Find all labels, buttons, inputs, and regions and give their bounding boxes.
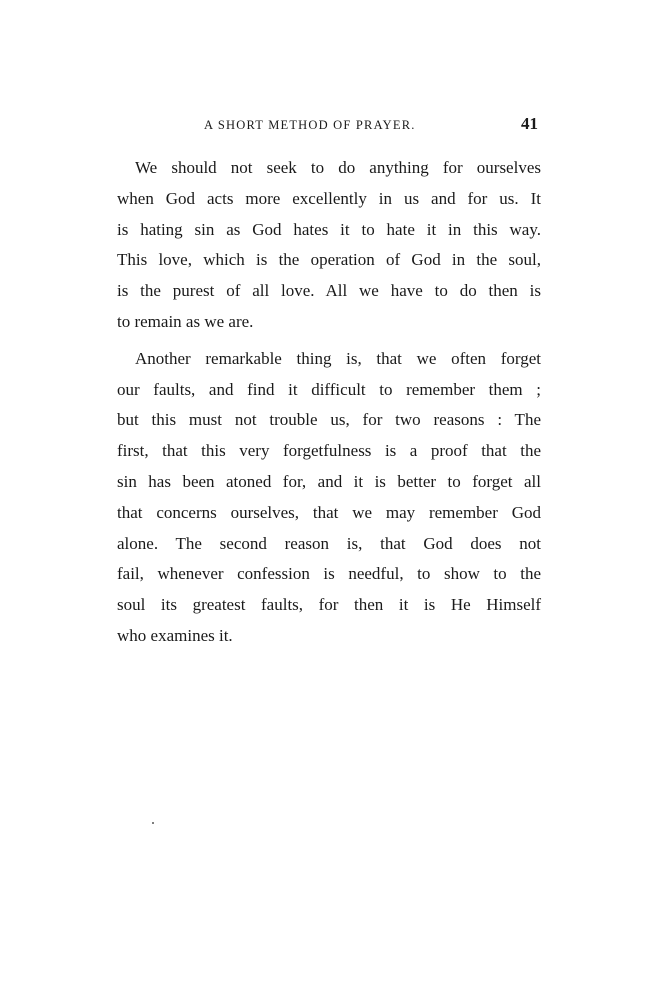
- text-line: soul its greatest faults, for then it is He Himself: [117, 595, 541, 615]
- text-line: This love, which is the operation of God in the soul,: [117, 250, 541, 270]
- paragraph-1: [117, 153, 541, 338]
- text-line: but this must not trouble us, for two reasons : The: [117, 410, 541, 430]
- text-line: who examines it.: [117, 625, 233, 645]
- text-line: sin has been atoned for, and it is better to forget all: [117, 471, 541, 491]
- ink-speck: [152, 822, 154, 824]
- text-line: to remain as we are.: [117, 311, 254, 331]
- text-line: We should not seek to do anything for ourselves: [135, 158, 541, 177]
- text-line: alone. The second reason is, that God does not: [117, 533, 541, 553]
- text-line: our faults, and find it difficult to remember them ;: [117, 379, 541, 399]
- text-line: when God acts more excellently in us and for us. It: [117, 188, 541, 208]
- text-line: fail, whenever confession is needful, to show to the: [117, 564, 541, 584]
- text-line: Another remarkable thing is, that we often forget: [135, 348, 541, 368]
- text-line: is the purest of all love. All we have to do then is: [117, 281, 541, 301]
- running-title: A SHORT METHOD OF PRAYER.: [204, 118, 416, 132]
- text-line: is hating sin as God hates it to hate it in this way.: [117, 219, 541, 239]
- body-text: [117, 153, 541, 658]
- text-line: first, that this very forgetfulness is a proof that the: [117, 441, 541, 461]
- paragraph-2: [117, 344, 541, 652]
- page-number: 41: [521, 114, 538, 133]
- text-line: that concerns ourselves, that we may remember God: [117, 502, 541, 522]
